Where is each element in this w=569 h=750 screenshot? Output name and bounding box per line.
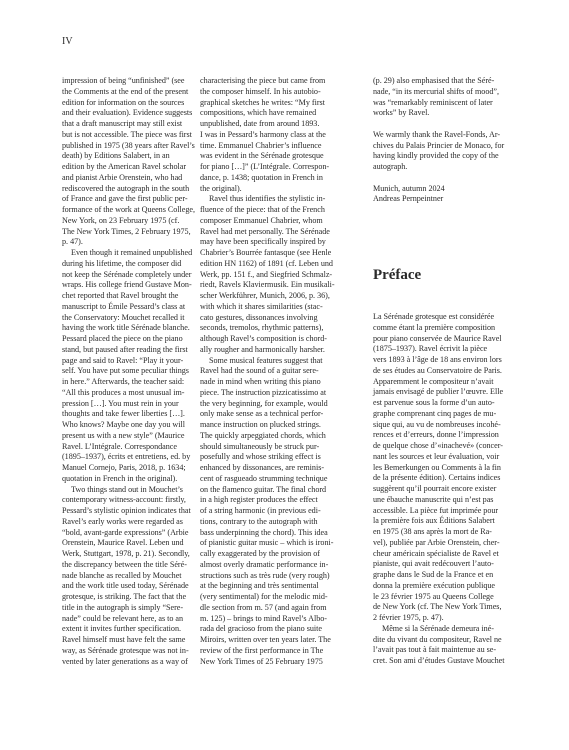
text-line: the Comments at the end of the present [62, 86, 189, 96]
text-line: edition HN 1162) of 1891 (cf. Leben und [200, 258, 333, 268]
text-line: nade blanche as recalled by Mouchet [62, 570, 182, 580]
text-line: mance instruction on plucked strings. [200, 420, 321, 429]
text-line: Miroirs, written over ten years later. The [200, 635, 331, 644]
text-line: une ébauche manuscrite qui n’est pas [373, 494, 494, 504]
text-line: We warmly thank the Ravel-Fonds, Ar- [373, 129, 501, 139]
text-line: New York Times of 25 February 1975 [200, 656, 323, 666]
text-line: Munich, autumn 2024 [373, 183, 445, 193]
text-line: sique qui, au vu de nombreuses incohé- [373, 419, 501, 429]
text-line: graphical sketches he writes: “My first [200, 97, 325, 107]
text-line: works” by Ravel. [373, 108, 430, 118]
text-line: should simultaneously be struck pur- [200, 441, 320, 451]
text-line: title in the autograph is simply “Sere- [62, 602, 184, 612]
text-line: bass underpinning the chord). This idea [200, 527, 328, 537]
text-line: vers 1893 à l’âge de 18 ans environ lors [373, 355, 502, 364]
text-line: with which it shares similarities (stac- [200, 301, 323, 311]
text-line: (p. 29) also emphasised that the Séré- [373, 76, 495, 85]
text-line: Ravel thus identifies the stylistic in- [209, 194, 326, 204]
text-line: thoughts and take fewer liberties […]. [62, 409, 185, 419]
text-line: de ses études au Conservatoire de Paris. [373, 365, 502, 375]
text-line: pianiste, qui avait redécouvert l’auto- [373, 559, 494, 569]
text-line: dite du vivant du compositeur, Ravel ne [373, 634, 502, 644]
text-line: almost overly dramatic performance in- [200, 559, 329, 569]
text-line: and pianist Arbie Orenstein, who had [62, 172, 183, 182]
text-line: New York, on 23 February 1975 (cf. [62, 215, 180, 225]
text-line: Ravel had met personally. The Sérénade [200, 226, 330, 236]
text-line: enhanced by dissonances, are reminis- [200, 463, 325, 472]
text-line: composer Emmanuel Chabrier, whom [200, 215, 323, 225]
text-line: Ravel. L’Intégrale. Correspondance [62, 441, 177, 451]
text-line: Chabrier’s Bourrée fantasque (see Henle [200, 248, 332, 257]
text-line: rada del gracioso from the piano suite [200, 624, 322, 634]
text-line: graphe dans le Sud de la France et en [373, 570, 494, 579]
text-line: Even though it remained unpublished [71, 248, 193, 257]
text-line: chet reported that Ravel brought the [62, 291, 179, 300]
text-line: Werk, Stuttgart, 1978, p. 21). Secondly, [62, 549, 190, 558]
text-line: review of the first performance in The [200, 645, 324, 655]
text-line: edition by the American Ravel scholar [62, 162, 187, 171]
text-line: l’avait pas tout à fait maintenue au se- [373, 645, 497, 655]
text-line: de New York (cf. The New York Times, [373, 602, 502, 612]
text-line: en 1975 (38 ans après la mort de Ra- [373, 527, 492, 536]
text-line: accessible. La pièce fut imprimée pour [373, 505, 499, 515]
text-line: having the work title Sérénade blanche. [62, 323, 190, 333]
text-line: rences et d’erreurs, donne l’impression [373, 430, 499, 440]
text-line: tions, contrary to the autograph with [200, 516, 318, 526]
text-line: seconds, tremolos, rhythmic patterns), [200, 323, 324, 333]
text-line: jamais envisagé de publier l’œuvre. Elle [373, 387, 504, 397]
text-line: cret. Son ami d’études Gustave Mouchet [373, 656, 505, 665]
text-line: extent it invites further specification. [62, 624, 182, 634]
text-line: cheur américain spécialiste de Ravel et [373, 548, 499, 558]
text-line: vented by later generations as a way of [62, 656, 188, 666]
text-line: unpublished, date from around 1893. [200, 119, 320, 128]
text-line: Who knows? Maybe one day you will [62, 420, 185, 429]
text-line: stand, but paused after reading the first [62, 344, 188, 354]
text-line: the very beginning, for example, would [200, 398, 328, 408]
text-line: time. Emmanuel Chabrier’s influence [200, 140, 322, 150]
text-line: Ravel had the sound of a guitar sere- [200, 366, 319, 376]
column-1-text [62, 76, 196, 667]
text-line: pression […]. You must rein in your [62, 398, 179, 408]
text-line: that a draft manuscript may still exist [62, 119, 183, 128]
text-line: manuscript to Émile Pessard’s class at [62, 301, 186, 311]
text-line: Two things stand out in Mouchet’s [71, 484, 183, 494]
text-line: Pessard’s stylistic opinion indicates that [62, 506, 191, 515]
text-line: for piano […]” (L’Intégrale. Correspon- [200, 162, 330, 171]
text-line: Orenstein, Maurice Ravel. Leben und [62, 538, 184, 548]
text-line: although Ravel’s composition is chord- [200, 334, 327, 343]
text-line: structions such as très rude (very rough) [200, 570, 330, 580]
text-line: cent of rasgueado strumming technique [200, 473, 328, 483]
text-line: nade” could be relevant here, as to an [62, 613, 184, 623]
text-line: nade, “in its mercurial shifts of mood”, [373, 86, 500, 96]
text-line: (1895–1937), écrits et entretiens, ed. by [62, 452, 191, 462]
text-line: suggèrent qu’il pourrait encore exister [373, 484, 497, 493]
text-line: compositions, which have remained [200, 108, 317, 118]
text-line: and their evaluation). Evidence suggests [62, 108, 193, 118]
text-line: chives du Palais Princier de Monaco, for [373, 140, 505, 150]
text-line: edition for information on the sources [62, 97, 185, 107]
text-line: the discrepancy between the title Séré- [62, 559, 187, 569]
text-line: “All this produces a most unusual im- [62, 387, 185, 397]
text-line: in a high register produces the effect [200, 495, 318, 505]
text-line: posefully and whose striking effect is [200, 452, 321, 462]
text-line: not keep the Sérénade completely under [62, 269, 192, 279]
text-line: scher Werkführer, Munich, 2006, p. 36), [200, 291, 330, 300]
text-line: Même si la Sérénade demeura iné- [382, 623, 494, 633]
text-line: present us with a new style” (Maurice [62, 430, 185, 440]
text-line: cally exaggerated by the provision of [200, 549, 320, 558]
text-line: est parvenue sous la forme d’un auto- [373, 398, 495, 407]
text-line: The quickly arpeggiated chords, which [200, 430, 326, 440]
text-line: donna la première exécution publique [373, 580, 496, 590]
text-line: piece. The instruction pizzicatissimo at [200, 387, 327, 397]
text-line: Pessard placed the piece on the piano [62, 334, 183, 343]
text-line: the original). [200, 183, 242, 193]
column-2-text [200, 76, 357, 667]
text-line: formance of the work at Queens College, [62, 205, 196, 214]
text-line: published in 1975 (38 years after Ravel’s [62, 140, 195, 150]
text-line: ally rougher and harmonically harsher. [200, 344, 325, 354]
text-line: only make sense as a technical perfor- [200, 409, 324, 419]
text-line: “bold, avant-garde expressions” (Arbie [62, 527, 189, 537]
text-line: vel), publiée par Arbie Orenstein, cher- [373, 537, 500, 547]
text-line: was evident in the Sérénade grotesque [200, 151, 324, 161]
text-line: les Bemerkungen ou Comments à la fin [373, 462, 501, 472]
text-line: la première fois aux Éditions Salabert [373, 516, 495, 526]
text-line: Apparemment le compositeur n’avait [373, 376, 494, 386]
text-line: Ravel himself must have felt the same [62, 635, 186, 644]
text-line: of France and gave the first public per- [62, 194, 188, 204]
text-line: autograph. [373, 162, 408, 171]
text-line: graphe comprenant cinq pages de mu- [373, 408, 497, 418]
text-line: having kindly provided the copy of the [373, 151, 499, 161]
text-line: dle section from m. 57 (and again from [200, 602, 327, 612]
text-line: death) by Editions Salabert, in an [62, 151, 170, 161]
text-line: rediscovered the autograph in the south [62, 183, 190, 193]
preface-heading: Préface [373, 267, 422, 283]
text-line: de quelque chose d’«inachevé» (concer- [373, 441, 503, 450]
text-line: (1875–1937). Ravel écrivit la pièce [373, 344, 488, 354]
text-line: and the work title used today, Sérénade [62, 581, 189, 591]
text-line: self. You have put some peculiar things [62, 366, 189, 376]
text-line: m. 125) – brings to mind Ravel’s Albo- [200, 613, 327, 623]
text-line: of a string harmonic (in previous edi- [200, 506, 321, 515]
text-line: nade in mind when writing this piano [200, 377, 321, 386]
text-line: during his lifetime, the composer did [62, 258, 182, 268]
text-line: way, as Sérénade grotesque was not in- [62, 645, 189, 655]
text-line: La Sérénade grotesque est considérée [373, 312, 495, 321]
text-line: fluence of the piece: that of the French [200, 205, 325, 214]
text-line: in here.” Afterwards, the teacher said: [62, 377, 185, 386]
text-line: riedt, Ravels Klaviermusik. Ein musikali- [200, 280, 335, 290]
text-line: nant les sources et leur évaluation, voir [373, 451, 500, 461]
text-line: quotation in French in the original). [62, 473, 178, 483]
page-number: IV [62, 36, 73, 47]
text-line: cato gestures, dissonances involving [200, 312, 318, 322]
text-line: Ravel’s early works were regarded as [62, 516, 183, 526]
text-line: but is not accessible. The piece was first [62, 129, 192, 139]
text-line: 2 février 1975, p. 47). [373, 613, 444, 622]
text-line: was “remarkably reminiscent of later [373, 97, 493, 107]
text-line: comme étant la première composition [373, 322, 496, 332]
text-line: on the flamenco guitar. The final chord [200, 484, 327, 494]
preface-section [373, 267, 513, 667]
text-line: page and said to Ravel: “Play it your- [62, 355, 184, 365]
text-line: contemporary witness-account: firstly, [62, 495, 186, 505]
text-line: at the beginning and très sentimental [200, 581, 319, 591]
text-line: impression of being “unfinished” (see [62, 76, 185, 85]
text-line: le 23 février 1975 au Queens College [373, 591, 494, 601]
text-line: may have been specifically inspired by [200, 237, 326, 247]
text-line: Werk, pp. 151 f., and Siegfried Schmalz- [200, 269, 333, 279]
text-line: grotesque, is striking. The fact that the [62, 592, 187, 601]
text-line: wraps. His college friend Gustave Mon- [62, 280, 192, 290]
text-line: dance, p. 1438; quotation in French in [200, 172, 323, 182]
text-line: pour piano conservée de Maurice Ravel [373, 333, 502, 343]
text-line: I was in Pessard’s harmony class at the [200, 129, 326, 139]
text-line: Manuel Cornejo, Paris, 2018, p. 1634; [62, 463, 186, 472]
text-line: The New York Times, 2 February 1975, [62, 226, 191, 236]
column-3-text [373, 76, 513, 205]
text-line: (very sentimental) for the melodic mid- [200, 592, 328, 601]
text-line: the composer himself. In his autobio- [200, 86, 321, 96]
text-line: characterising the piece but came from [200, 76, 326, 85]
text-line: de la présente édition). Certains indices [373, 473, 501, 483]
text-line: of pianistic guitar music – which is ironi- [200, 538, 334, 548]
text-line: p. 47). [62, 237, 83, 247]
text-line: the Conservatory: Mouchet recalled it [62, 312, 185, 322]
text-line: Andreas Pernpeintner [373, 194, 444, 204]
text-line: Some musical features suggest that [209, 355, 323, 365]
